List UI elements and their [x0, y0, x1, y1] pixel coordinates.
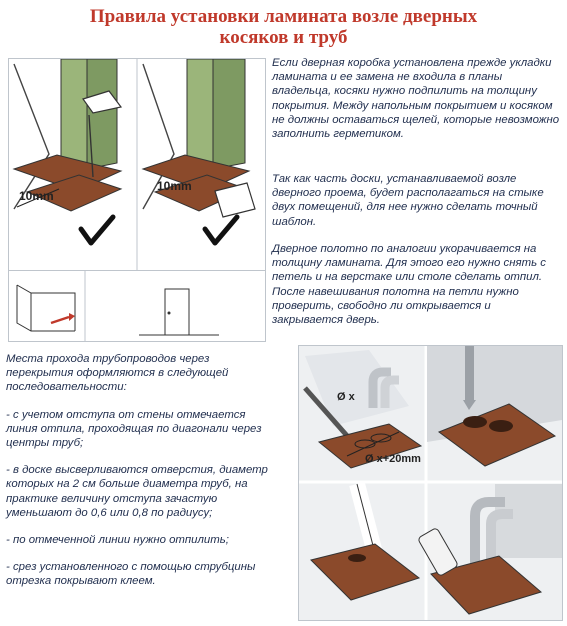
paragraph-template	[272, 172, 560, 229]
diameter-label-x-plus-20: Ø x+20mm	[365, 453, 421, 465]
pipes-step-1: - с учетом отступа от стены отмечается линия отпила, проходящая по диагонали через центры труб;	[6, 408, 262, 450]
room-door-sketches	[8, 270, 266, 342]
diameter-label-x: Ø x	[337, 391, 355, 403]
pipes-step-3: - по отмеченной линии нужно отпилить;	[6, 534, 229, 547]
paragraph-door-frame-text: Если дверная коробка установлена прежде укладки ламината и ее замена не входила в планы владельца, косяки нужно подпилить на толщину покрытия. Между напольным покрытием и косяком не должны оставаться щелей, которые невозможно заполнить герметиком.	[272, 57, 560, 141]
paragraph-door-frame	[272, 56, 560, 141]
paragraph-door-leaf-text: Дверное полотно по аналогии укорачивается на толщину ламината. Для этого его нужно снять с петель и на верстаке или столе сделать отпил. После навешивания полотна на петли нужно проверить, свободно ли открывается и закрывается дверь.	[272, 243, 546, 327]
pipes-instructions	[6, 352, 268, 602]
title-line-2: косяков и труб	[219, 27, 348, 48]
title-line-1: Правила установки ламината возле дверных	[89, 6, 478, 27]
page-title	[0, 6, 567, 48]
pipes-step-2: - в доске высверливаются отверстия, диаметр которых на 2 см больше диаметра труб, на практике величину отступа зачастую уменьшают до 0,6 или 0,8 по радиусу;	[6, 464, 268, 519]
paragraph-template-text: Так как часть доски, устанавливаемой возле дверного проема, будет располагаться на стыке двух помещений, для нее нужно сделать точный шаблон.	[272, 173, 544, 228]
pipes-intro: Места прохода трубопроводов через перекрытия оформляются в следующей последовательности:	[6, 353, 229, 394]
door-jamb-illustration	[8, 58, 266, 272]
pipe-illustration	[298, 345, 563, 621]
paragraph-door-leaf	[272, 242, 560, 327]
gap-label-right: 10mm	[157, 179, 192, 193]
pipes-step-4: - срез установленного с помощью струбцины отрезка покрывают клеем.	[6, 561, 256, 588]
gap-label-left: 10mm	[19, 189, 54, 203]
